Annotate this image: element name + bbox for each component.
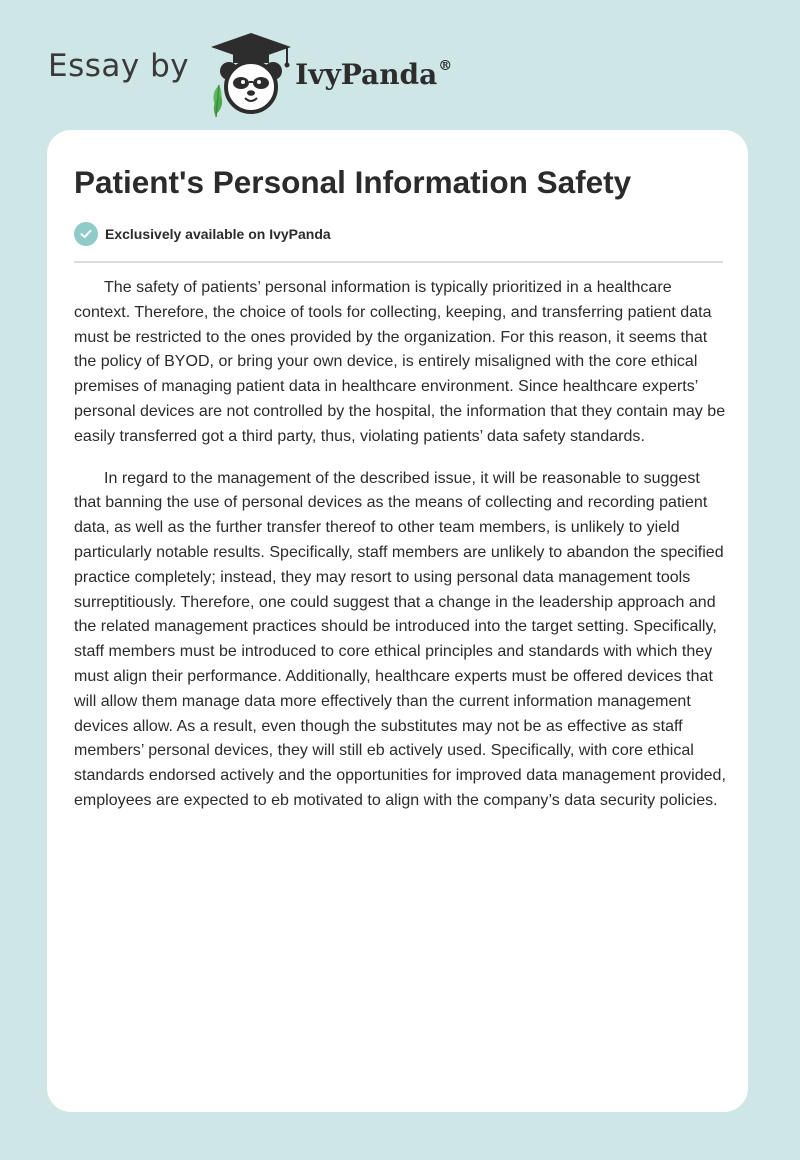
essay-by-label: Essay by [48,48,190,84]
badge-label: Exclusively available on IvyPanda [105,226,331,242]
panda-graduate-icon[interactable] [203,29,299,117]
page-title: Patient's Personal Information Safety [74,164,632,200]
paragraph: The safety of patients’ personal information is typically prioritized in a healthcare context. Therefore, the choice of tools for collecting, keeping, and transferring patient data must be restricted to the ones provided by the organization. For this reason, it seems that the policy of BYOD, or bring your own device, is entirely misaligned with the core ethical premises of managing patient data in healthcare environment. Since healthcare experts’ personal devices are not controlled by the hospital, the information that they contain may be easily transferred got a third party, thus, violating patients’ data safety standards. [74,279,726,445]
paragraph: In regard to the management of the described issue, it will be reasonable to suggest that banning the use of personal devices as the means of collecting and recording patient data, as well as the further transfer thereof to other team members, is unlikely to yield particularly notable results. Specifically, staff members are unlikely to abandon the specified practice completely; instead, they may resort to using personal data management tools surreptitiously. Therefore, one could suggest that a change in the leadership approach and the related management practices should be introduced into the target setting. Specifically, staff members must be introduced to core ethical principles and standards with which they must align their performance. Additionally, healthcare experts must be offered devices that will allow them manage data more effectively than the current information management devices allow. As a result, even though the substitutes may not be as effective as staff members’ personal devices, they will still eb actively used. Specifically, with core ethical standards endorsed actively and the opportunities for improved data management provided, employees are expected to eb motivated to align with the company’s data security policies. [74,469,726,809]
essay-card [47,130,748,1112]
site-header [48,28,452,118]
exclusive-badge [74,222,331,246]
check-icon [74,222,98,246]
brand-name[interactable]: IvyPanda® [295,57,453,91]
divider [74,261,723,263]
registered-mark: ® [438,57,453,74]
essay-body [74,276,726,831]
